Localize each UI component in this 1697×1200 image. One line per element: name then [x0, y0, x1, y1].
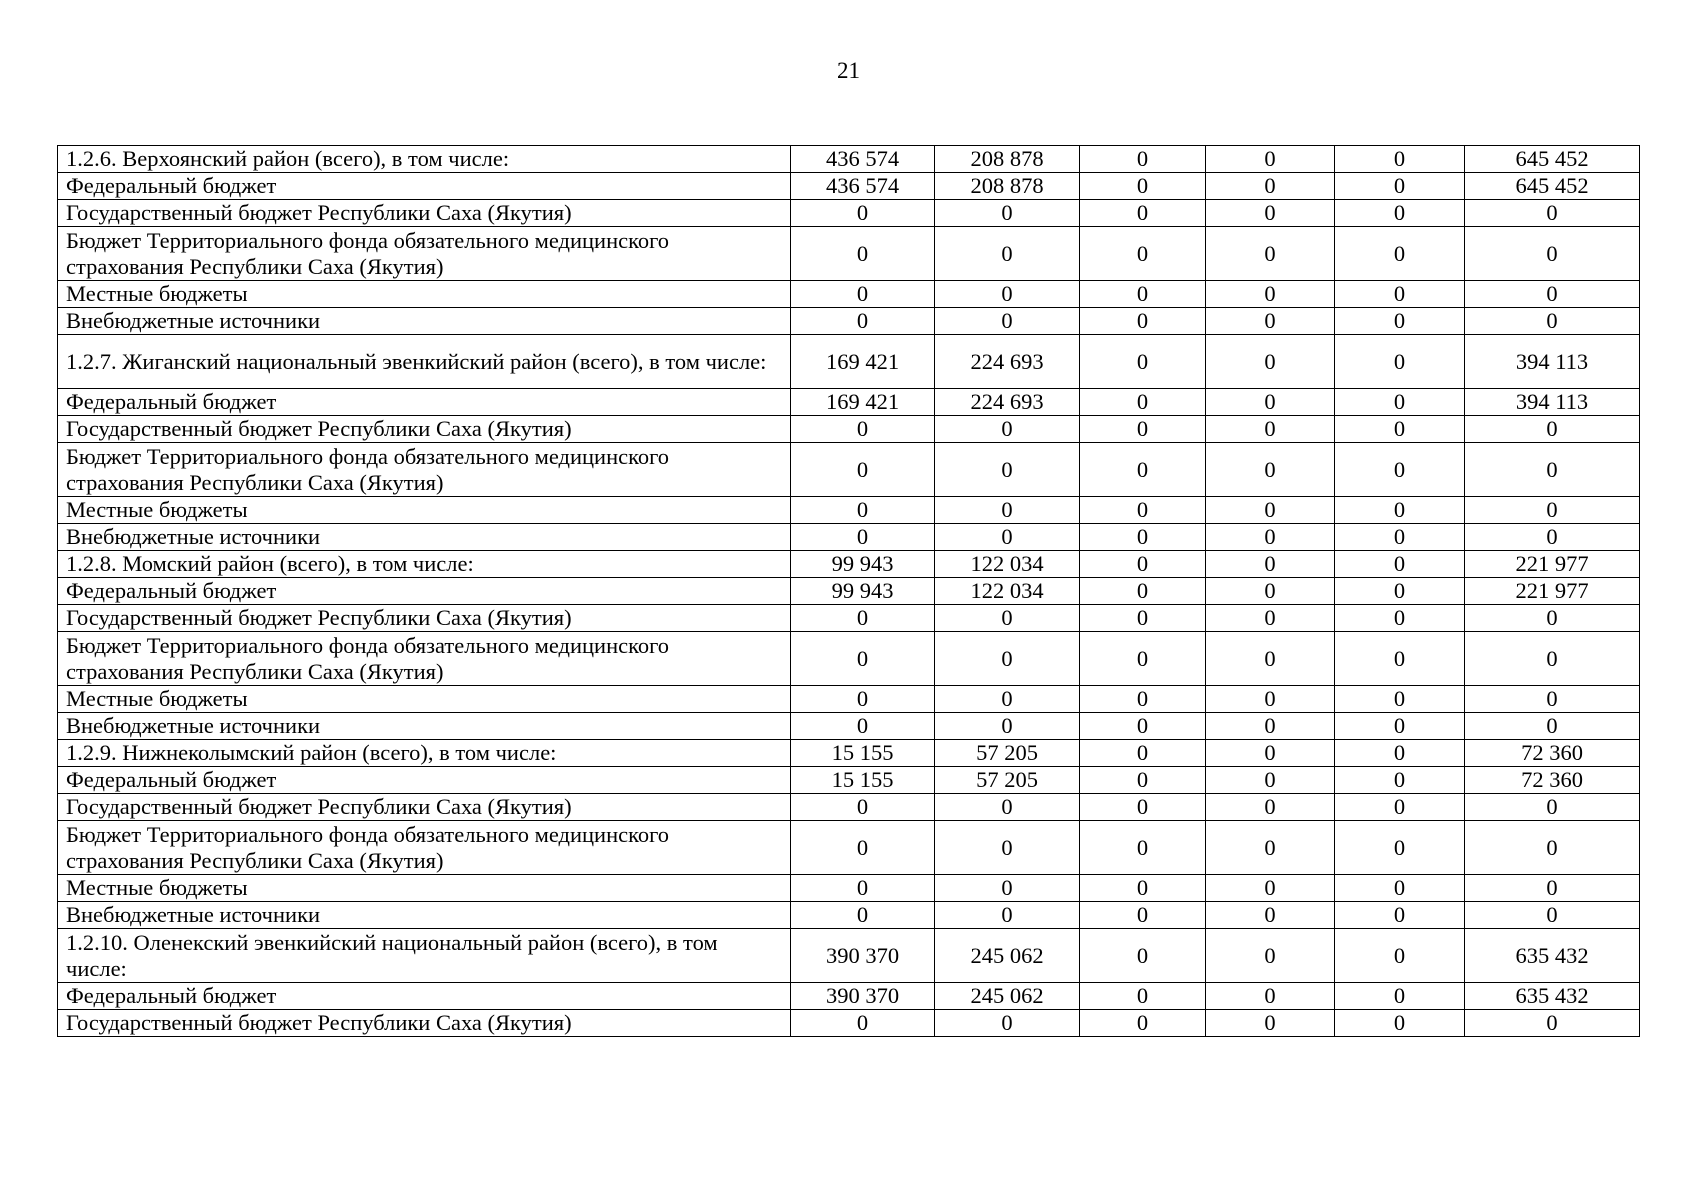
- table-row: [58, 875, 1640, 902]
- value-cell: 0: [791, 713, 935, 740]
- table-row: [58, 227, 1640, 281]
- row-label: Местные бюджеты: [58, 875, 791, 902]
- value-cell: 0: [1465, 821, 1640, 875]
- table-row: [58, 767, 1640, 794]
- value-cell: 0: [1206, 767, 1335, 794]
- value-cell: 122 034: [935, 551, 1080, 578]
- value-cell: 0: [1080, 578, 1206, 605]
- value-cell: 224 693: [935, 389, 1080, 416]
- page-number: 21: [837, 58, 860, 83]
- value-cell: 0: [935, 632, 1080, 686]
- row-label: Внебюджетные источники: [58, 902, 791, 929]
- value-cell: 0: [791, 443, 935, 497]
- value-cell: 0: [1080, 416, 1206, 443]
- value-cell: 0: [1080, 983, 1206, 1010]
- value-cell: 0: [791, 605, 935, 632]
- budget-table: [57, 145, 1640, 1037]
- value-cell: 0: [1465, 227, 1640, 281]
- row-label: Внебюджетные источники: [58, 524, 791, 551]
- value-cell: 221 977: [1465, 551, 1640, 578]
- value-cell: 0: [1206, 551, 1335, 578]
- value-cell: 57 205: [935, 767, 1080, 794]
- value-cell: 224 693: [935, 335, 1080, 389]
- value-cell: 0: [791, 902, 935, 929]
- table-row: [58, 389, 1640, 416]
- row-label: Государственный бюджет Республики Саха (Якутия): [58, 1010, 791, 1037]
- table-row: [58, 335, 1640, 389]
- table-row: [58, 173, 1640, 200]
- table-row: [58, 524, 1640, 551]
- value-cell: 0: [1080, 227, 1206, 281]
- value-cell: 635 432: [1465, 929, 1640, 983]
- value-cell: 0: [1335, 740, 1465, 767]
- value-cell: 0: [1206, 497, 1335, 524]
- value-cell: 0: [791, 632, 935, 686]
- value-cell: 0: [791, 821, 935, 875]
- value-cell: 0: [1080, 740, 1206, 767]
- value-cell: 0: [935, 308, 1080, 335]
- value-cell: 0: [935, 416, 1080, 443]
- table-row: [58, 794, 1640, 821]
- row-label: 1.2.10. Оленекский эвенкийский национальный район (всего), в том числе:: [58, 929, 791, 983]
- value-cell: 0: [1080, 200, 1206, 227]
- value-cell: 0: [1465, 200, 1640, 227]
- value-cell: 0: [935, 1010, 1080, 1037]
- value-cell: 0: [935, 821, 1080, 875]
- table-row: [58, 929, 1640, 983]
- value-cell: 0: [1465, 416, 1640, 443]
- value-cell: 0: [1335, 524, 1465, 551]
- value-cell: 0: [1206, 740, 1335, 767]
- value-cell: 0: [1335, 227, 1465, 281]
- value-cell: 0: [1080, 443, 1206, 497]
- value-cell: 245 062: [935, 929, 1080, 983]
- value-cell: 0: [791, 227, 935, 281]
- row-label: Внебюджетные источники: [58, 308, 791, 335]
- value-cell: 0: [1335, 767, 1465, 794]
- value-cell: 0: [1335, 821, 1465, 875]
- value-cell: 390 370: [791, 983, 935, 1010]
- value-cell: 0: [1206, 389, 1335, 416]
- value-cell: 0: [1335, 146, 1465, 173]
- value-cell: 0: [935, 686, 1080, 713]
- value-cell: 0: [1206, 200, 1335, 227]
- value-cell: 0: [1206, 875, 1335, 902]
- row-label: Местные бюджеты: [58, 497, 791, 524]
- table-row: [58, 983, 1640, 1010]
- row-label: Бюджет Территориального фонда обязательного медицинского страхования Республики Саха (Якутия): [58, 443, 791, 497]
- value-cell: 0: [1335, 686, 1465, 713]
- value-cell: 0: [935, 200, 1080, 227]
- value-cell: 0: [1206, 794, 1335, 821]
- value-cell: 0: [1335, 173, 1465, 200]
- value-cell: 0: [791, 416, 935, 443]
- value-cell: 0: [791, 1010, 935, 1037]
- value-cell: 0: [1335, 443, 1465, 497]
- value-cell: 0: [1206, 902, 1335, 929]
- row-label: 1.2.9. Нижнеколымский район (всего), в том числе:: [58, 740, 791, 767]
- value-cell: 0: [1465, 605, 1640, 632]
- value-cell: 0: [1080, 632, 1206, 686]
- row-label: Государственный бюджет Республики Саха (Якутия): [58, 200, 791, 227]
- value-cell: 0: [1080, 902, 1206, 929]
- table-row: [58, 497, 1640, 524]
- value-cell: 0: [791, 794, 935, 821]
- value-cell: 0: [1206, 713, 1335, 740]
- value-cell: 99 943: [791, 578, 935, 605]
- row-label: 1.2.6. Верхоянский район (всего), в том числе:: [58, 146, 791, 173]
- table-body: [58, 146, 1640, 1037]
- value-cell: 0: [1206, 416, 1335, 443]
- row-label: Местные бюджеты: [58, 281, 791, 308]
- value-cell: 645 452: [1465, 173, 1640, 200]
- value-cell: 0: [1080, 497, 1206, 524]
- value-cell: 0: [1465, 686, 1640, 713]
- value-cell: 0: [1206, 524, 1335, 551]
- value-cell: 0: [1206, 605, 1335, 632]
- value-cell: 0: [935, 713, 1080, 740]
- value-cell: 0: [1080, 1010, 1206, 1037]
- row-label: Бюджет Территориального фонда обязательного медицинского страхования Республики Саха (Якутия): [58, 227, 791, 281]
- value-cell: 57 205: [935, 740, 1080, 767]
- table-row: [58, 821, 1640, 875]
- value-cell: 0: [1206, 632, 1335, 686]
- row-label: Федеральный бюджет: [58, 578, 791, 605]
- table-row: [58, 713, 1640, 740]
- row-label: 1.2.7. Жиганский национальный эвенкийский район (всего), в том числе:: [58, 335, 791, 389]
- value-cell: 0: [791, 875, 935, 902]
- row-label: 1.2.8. Момский район (всего), в том числе:: [58, 551, 791, 578]
- table-row: [58, 902, 1640, 929]
- table-row: [58, 443, 1640, 497]
- value-cell: 169 421: [791, 335, 935, 389]
- value-cell: 0: [1465, 524, 1640, 551]
- value-cell: 0: [1335, 578, 1465, 605]
- row-label: Внебюджетные источники: [58, 713, 791, 740]
- value-cell: 208 878: [935, 146, 1080, 173]
- value-cell: 0: [1206, 821, 1335, 875]
- value-cell: 0: [935, 875, 1080, 902]
- table-row: [58, 686, 1640, 713]
- table-row: [58, 740, 1640, 767]
- table-row: [58, 308, 1640, 335]
- value-cell: 0: [1335, 551, 1465, 578]
- value-cell: 0: [1080, 524, 1206, 551]
- value-cell: 0: [1335, 929, 1465, 983]
- value-cell: 0: [1465, 632, 1640, 686]
- value-cell: 0: [1335, 875, 1465, 902]
- value-cell: 0: [1080, 308, 1206, 335]
- value-cell: 0: [1335, 902, 1465, 929]
- value-cell: 0: [1335, 497, 1465, 524]
- value-cell: 99 943: [791, 551, 935, 578]
- row-label: Федеральный бюджет: [58, 983, 791, 1010]
- value-cell: 0: [1335, 335, 1465, 389]
- value-cell: 0: [1335, 389, 1465, 416]
- row-label: Государственный бюджет Республики Саха (Якутия): [58, 605, 791, 632]
- table-row: [58, 281, 1640, 308]
- value-cell: 0: [791, 497, 935, 524]
- value-cell: 122 034: [935, 578, 1080, 605]
- value-cell: 0: [1465, 497, 1640, 524]
- value-cell: 0: [1080, 794, 1206, 821]
- row-label: Федеральный бюджет: [58, 389, 791, 416]
- value-cell: 0: [1465, 794, 1640, 821]
- value-cell: 0: [935, 497, 1080, 524]
- value-cell: 0: [791, 200, 935, 227]
- value-cell: 0: [1080, 551, 1206, 578]
- table-row: [58, 605, 1640, 632]
- value-cell: 221 977: [1465, 578, 1640, 605]
- value-cell: 169 421: [791, 389, 935, 416]
- value-cell: 0: [935, 227, 1080, 281]
- value-cell: 436 574: [791, 146, 935, 173]
- value-cell: 72 360: [1465, 740, 1640, 767]
- value-cell: 0: [1465, 875, 1640, 902]
- value-cell: 0: [1465, 713, 1640, 740]
- value-cell: 0: [1080, 146, 1206, 173]
- value-cell: 0: [1080, 389, 1206, 416]
- value-cell: 0: [1335, 713, 1465, 740]
- value-cell: 0: [1335, 983, 1465, 1010]
- value-cell: 645 452: [1465, 146, 1640, 173]
- value-cell: 0: [1465, 443, 1640, 497]
- value-cell: 0: [935, 605, 1080, 632]
- value-cell: 0: [1335, 605, 1465, 632]
- value-cell: 635 432: [1465, 983, 1640, 1010]
- value-cell: 0: [1206, 983, 1335, 1010]
- table-row: [58, 578, 1640, 605]
- value-cell: 0: [1206, 227, 1335, 281]
- value-cell: 0: [935, 443, 1080, 497]
- value-cell: 0: [791, 308, 935, 335]
- value-cell: 394 113: [1465, 335, 1640, 389]
- value-cell: 0: [1080, 929, 1206, 983]
- value-cell: 0: [1080, 335, 1206, 389]
- value-cell: 0: [935, 524, 1080, 551]
- value-cell: 0: [1335, 416, 1465, 443]
- row-label: Местные бюджеты: [58, 686, 791, 713]
- value-cell: 0: [1335, 200, 1465, 227]
- table-row: [58, 1010, 1640, 1037]
- value-cell: 0: [1080, 281, 1206, 308]
- value-cell: 0: [1206, 281, 1335, 308]
- value-cell: 390 370: [791, 929, 935, 983]
- table-row: [58, 146, 1640, 173]
- value-cell: 15 155: [791, 740, 935, 767]
- value-cell: 0: [935, 281, 1080, 308]
- value-cell: 0: [1206, 308, 1335, 335]
- value-cell: 0: [1206, 146, 1335, 173]
- table-row: [58, 200, 1640, 227]
- value-cell: 394 113: [1465, 389, 1640, 416]
- value-cell: 0: [1206, 173, 1335, 200]
- value-cell: 0: [1465, 281, 1640, 308]
- value-cell: 0: [1206, 335, 1335, 389]
- value-cell: 0: [1465, 902, 1640, 929]
- value-cell: 0: [1465, 1010, 1640, 1037]
- value-cell: 0: [1080, 605, 1206, 632]
- table-row: [58, 416, 1640, 443]
- value-cell: 0: [1206, 578, 1335, 605]
- value-cell: 0: [791, 686, 935, 713]
- value-cell: 0: [791, 281, 935, 308]
- value-cell: 0: [1080, 173, 1206, 200]
- value-cell: 0: [1080, 767, 1206, 794]
- value-cell: 0: [935, 794, 1080, 821]
- value-cell: 0: [1335, 632, 1465, 686]
- row-label: Федеральный бюджет: [58, 173, 791, 200]
- value-cell: 0: [1206, 443, 1335, 497]
- value-cell: 0: [1206, 1010, 1335, 1037]
- value-cell: 0: [1080, 875, 1206, 902]
- value-cell: 0: [791, 524, 935, 551]
- value-cell: 0: [1465, 308, 1640, 335]
- row-label: Федеральный бюджет: [58, 767, 791, 794]
- row-label: Бюджет Территориального фонда обязательного медицинского страхования Республики Саха (Якутия): [58, 632, 791, 686]
- value-cell: 208 878: [935, 173, 1080, 200]
- value-cell: 0: [1335, 308, 1465, 335]
- value-cell: 72 360: [1465, 767, 1640, 794]
- value-cell: 0: [1080, 713, 1206, 740]
- row-label: Бюджет Территориального фонда обязательного медицинского страхования Республики Саха (Якутия): [58, 821, 791, 875]
- table-row: [58, 551, 1640, 578]
- value-cell: 436 574: [791, 173, 935, 200]
- value-cell: 0: [1335, 794, 1465, 821]
- value-cell: 0: [1080, 821, 1206, 875]
- table-row: [58, 632, 1640, 686]
- value-cell: 0: [1206, 929, 1335, 983]
- value-cell: 0: [935, 902, 1080, 929]
- value-cell: 0: [1206, 686, 1335, 713]
- value-cell: 0: [1335, 1010, 1465, 1037]
- value-cell: 0: [1335, 281, 1465, 308]
- value-cell: 0: [1080, 686, 1206, 713]
- row-label: Государственный бюджет Республики Саха (Якутия): [58, 416, 791, 443]
- value-cell: 245 062: [935, 983, 1080, 1010]
- value-cell: 15 155: [791, 767, 935, 794]
- row-label: Государственный бюджет Республики Саха (Якутия): [58, 794, 791, 821]
